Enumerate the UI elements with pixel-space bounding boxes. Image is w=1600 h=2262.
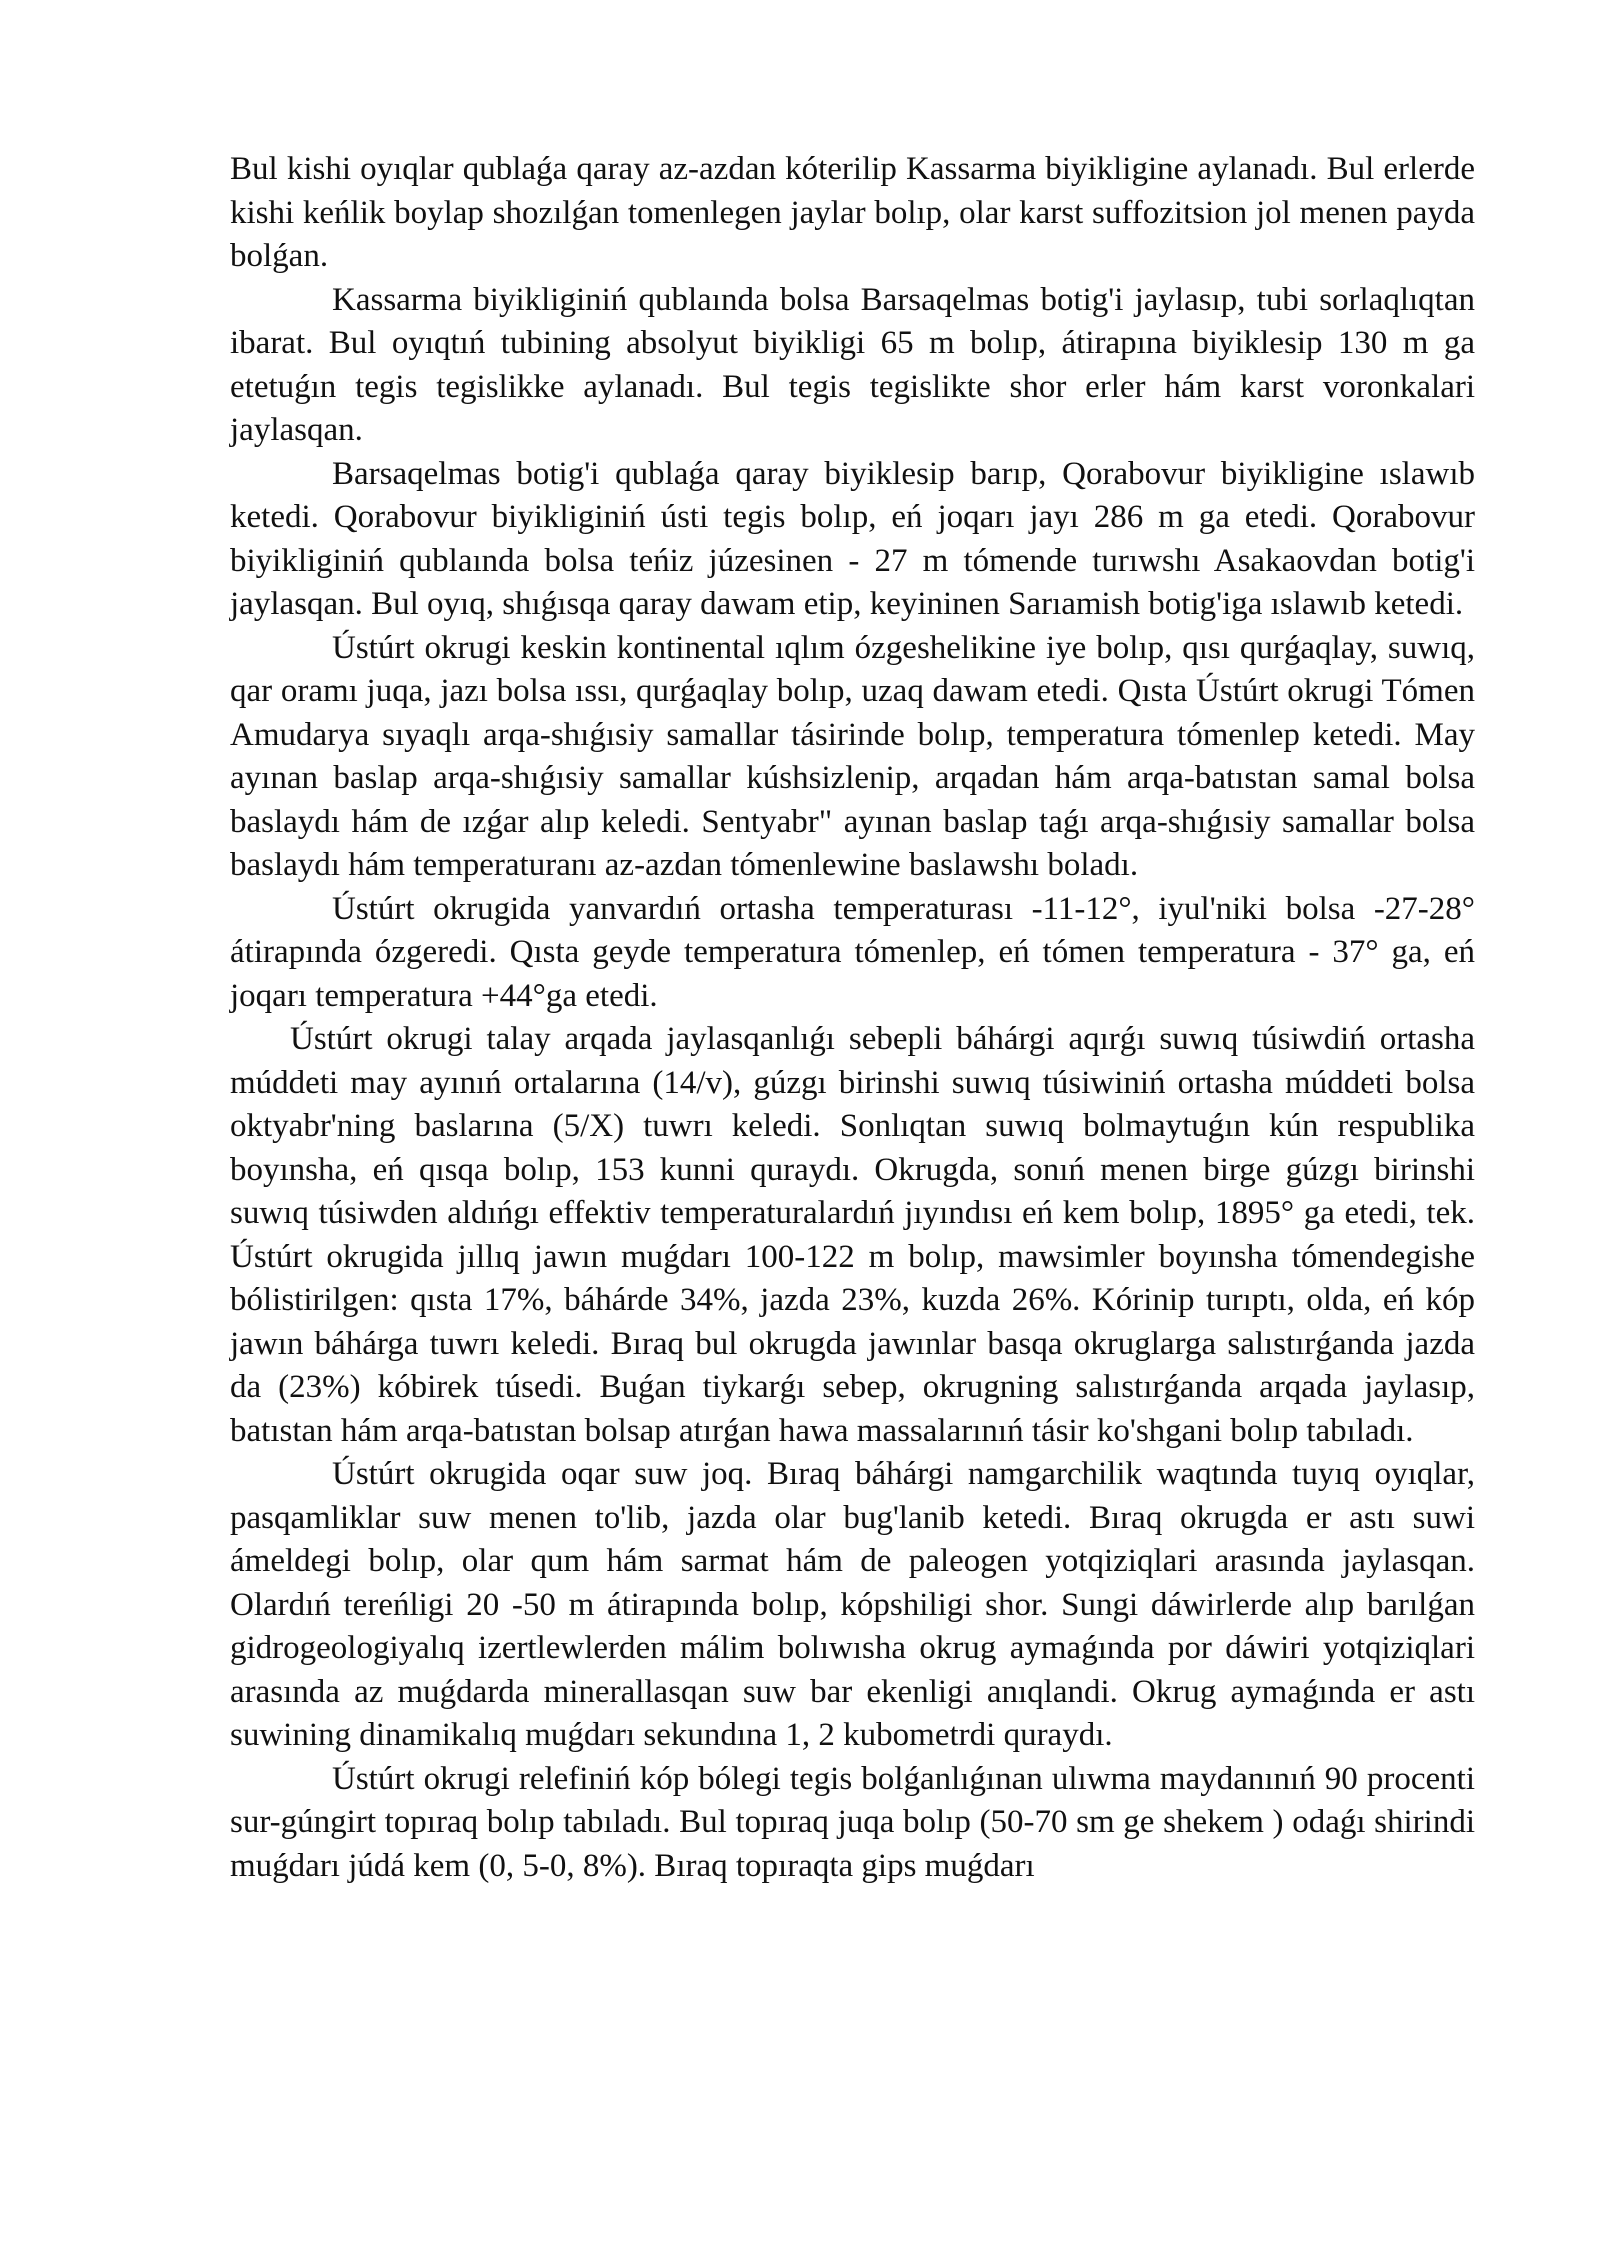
paragraph-frost-precipitation: Ústúrt okrugi talay arqada jaylasqanlıǵı sebepli báhárgi aqırǵı suwıq túsiwdiń ortasha múddeti may ayınıń ortalarına (14/v), gúzgı birinshi suwıq túsiwiniń ortasha múddeti bolsa oktyabr'ning baslarına (5/X) tuwrı keledi. Sonlıqtan suwıq bolmaytuǵın kún respublika boyınsha, eń qısqa bolıp, 153 kunni quraydı. Okrugda, sonıń menen birge gúzgı birinshi suwıq túsiwden aldıńgı effektiv temperaturalardıń jıyındısı eń kem bolıp, 1895° ga etedi, tek. Ústúrt okrugida jıllıq jawın muǵdarı 100-122 m bolıp, mawsimler boyınsha tómendegishe bólistirilgen: qısta 17%, báhárde 34%, jazda 23%, kuzda 26%. Kórinip turıptı, olda, eń kóp jawın báhárga tuwrı keledi. Bıraq bul okrugda jawınlar basqa okruglarga salıstırǵanda jazda da (23%) kóbirek túsedi. Buǵan tiykarǵı sebep, okrugning salıstırǵanda arqada jaylasıp, batıstan hám arqa-batıstan bolsap atırǵan hawa massalarınıń tásir ko'shgani bolıp tabıladı. — [230, 1021, 1475, 1449]
paragraph-climate: Ústúrt okrugi keskin kontinental ıqlım ózgeshelikine iye bolıp, qısı qurǵaqlay, suwıq, qar oramı juqa, jazı bolsa ıssı, qurǵaqlay bolıp, uzaq dawam etedi. Qısta Ústúrt okrugi Tómen Amudarya sıyaqlı arqa-shıǵısiy samallar tásirinde bolıp, temperatura tómenlep ketedi. May ayınan baslap arqa-shıǵısiy samallar kúshsizlenip, arqadan hám arqa-batıstan samal bolsa baslaydı hám de ızǵar alıp keledi. Sentyabr" ayınan baslap taǵı arqa-shıǵısiy samallar bolsa baslaydı hám temperaturanı az-azdan tómenlewine baslawshı boladı. — [230, 629, 1475, 883]
paragraph-soil: Ústúrt okrugi relefiniń kóp bólegi tegis bolǵanlıǵınan ulıwma maydanınıń 90 procenti sur-gúngirt topıraq bolıp tabıladı. Bul topıraq juqa bolıp (50-70 sm ge shekem ) odaǵı shirindi muǵdarı júdá kem (0, 5-0, 8%). Bıraq topıraqta gips muǵdarı — [230, 1760, 1475, 1884]
paragraph-barsaqelmas: Kassarma biyikliginiń qublaında bolsa Barsaqelmas botig'i jaylasıp, tubi sorlaqlıqtan ibarat. Bul oyıqtıń tubining absolyut biyikligi 65 m bolıp, átirapına biyiklesip 130 m ga etetuǵın tegis tegislikke aylanadı. Bul tegis tegislikte shor erler hám karst voronkalari jaylasqan. — [230, 281, 1475, 448]
paragraph-water: Ústúrt okrugida oqar suw joq. Bıraq báhárgi namgarchilik waqtında tuyıq oyıqlar, pasqamliklar suw menen to'lib, jazda olar bug'lanib ketedi. Bıraq okrugda er astı suwi ámeldegi bolıp, olar qum hám sarmat hám de paleogen yotqiziqlari arasında jaylasqan. Olardıń tereńligi 20 -50 m átirapında bolıp, kópshiligi shor. Sungi dáwirlerde alıp barılǵan gidrogeologiyalıq izertlewlerden málim bolıwısha okrug aymaǵında por dáwiri yotqiziqlari arasında az muǵdarda minerallasqan suw bar ekenligi anıqlandi. Okrug aymaǵında er astı suwining dinamikalıq muǵdarı sekundına 1, 2 kubometrdi quraydı. — [230, 1456, 1475, 1753]
paragraph-qorabovur: Barsaqelmas botig'i qublaǵa qaray biyiklesip barıp, Qorabovur biyikligine ıslawıb ketedi. Qorabovur biyikliginiń ústi tegis bolıp, eń joqarı jayı 286 m ga etedi. Qorabovur biyikliginiń qublaında bolsa teńiz júzesinen - 27 m tómende turıwshı Asakaovdan botig'i jaylasqan. Bul oyıq, shıǵısqa qaray dawam etip, keyininen Sarıamish botig'iga ıslawıb ketedi. — [230, 455, 1475, 622]
document-page — [230, 148, 1475, 1888]
paragraph-temperature: Ústúrt okrugida yanvardıń ortasha temperaturası -11-12°, iyul'niki bolsa -27-28° átirapında ózgeredi. Qısta geyde temperatura tómenlep, eń tómen temperatura - 37° ga, eń joqarı temperatura +44°ga etedi. — [230, 890, 1475, 1014]
paragraph-kassarma-intro: Bul kishi oyıqlar qublaǵa qaray az-azdan kóterilip Kassarma biyikligine aylanadı. Bul erlerde kishi keńlik boylap shozılǵan tomenlegen jaylar bolıp, olar karst suffozitsion jol menen payda bolǵan. — [230, 151, 1475, 274]
